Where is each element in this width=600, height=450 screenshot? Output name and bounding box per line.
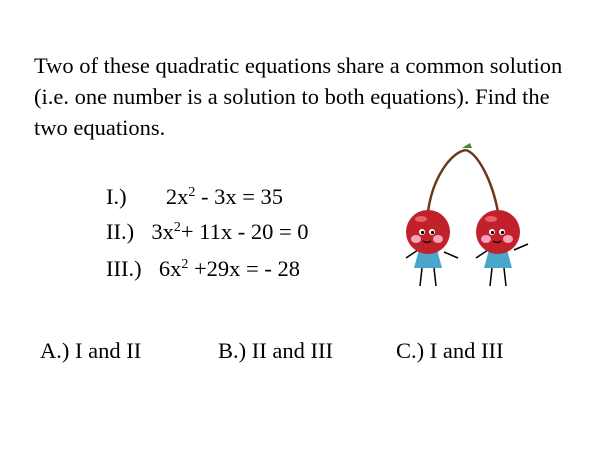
left-stem [428,150,466,212]
right-cherry-head [476,210,520,254]
equation-rest: +29x = - 28 [188,256,300,281]
equation-2 [106,218,309,246]
choice-b[interactable] [218,338,333,364]
choice-a[interactable] [40,338,141,364]
left-cherry-head [406,210,450,254]
choice-label: B.) [218,338,247,363]
choice-c[interactable] [396,338,503,364]
equation-3 [106,255,300,283]
equation-rest: + 11x - 20 = 0 [180,219,309,244]
choice-text: I and II [75,338,142,363]
equation-term: 3x [151,219,174,244]
cherry-couple-illustration [400,140,560,300]
choice-label: A.) [40,338,70,363]
left-cherry-character [406,210,458,286]
equation-1 [106,183,283,211]
equation-rest: - 3x = 35 [195,184,284,209]
exponent: 2 [188,185,196,200]
exponent: 2 [173,220,181,235]
choice-label: C.) [396,338,425,363]
answer-choices [0,338,600,368]
equation-label: III.) [106,256,142,281]
right-stem [466,150,498,212]
choice-text: II and III [251,338,333,363]
equation-label: II.) [106,219,135,244]
equation-term: 6x [158,256,182,281]
question-prompt: Two of these quadratic equations share a common solution (i.e. one number is a solution to both equations). Find the two equations. [34,53,563,140]
equation-term: 2x [165,184,189,209]
right-cherry-character [476,210,528,286]
equation-label: I.) [106,184,127,209]
choice-text: I and III [429,338,504,363]
exponent: 2 [181,257,189,272]
leaf [462,143,472,148]
